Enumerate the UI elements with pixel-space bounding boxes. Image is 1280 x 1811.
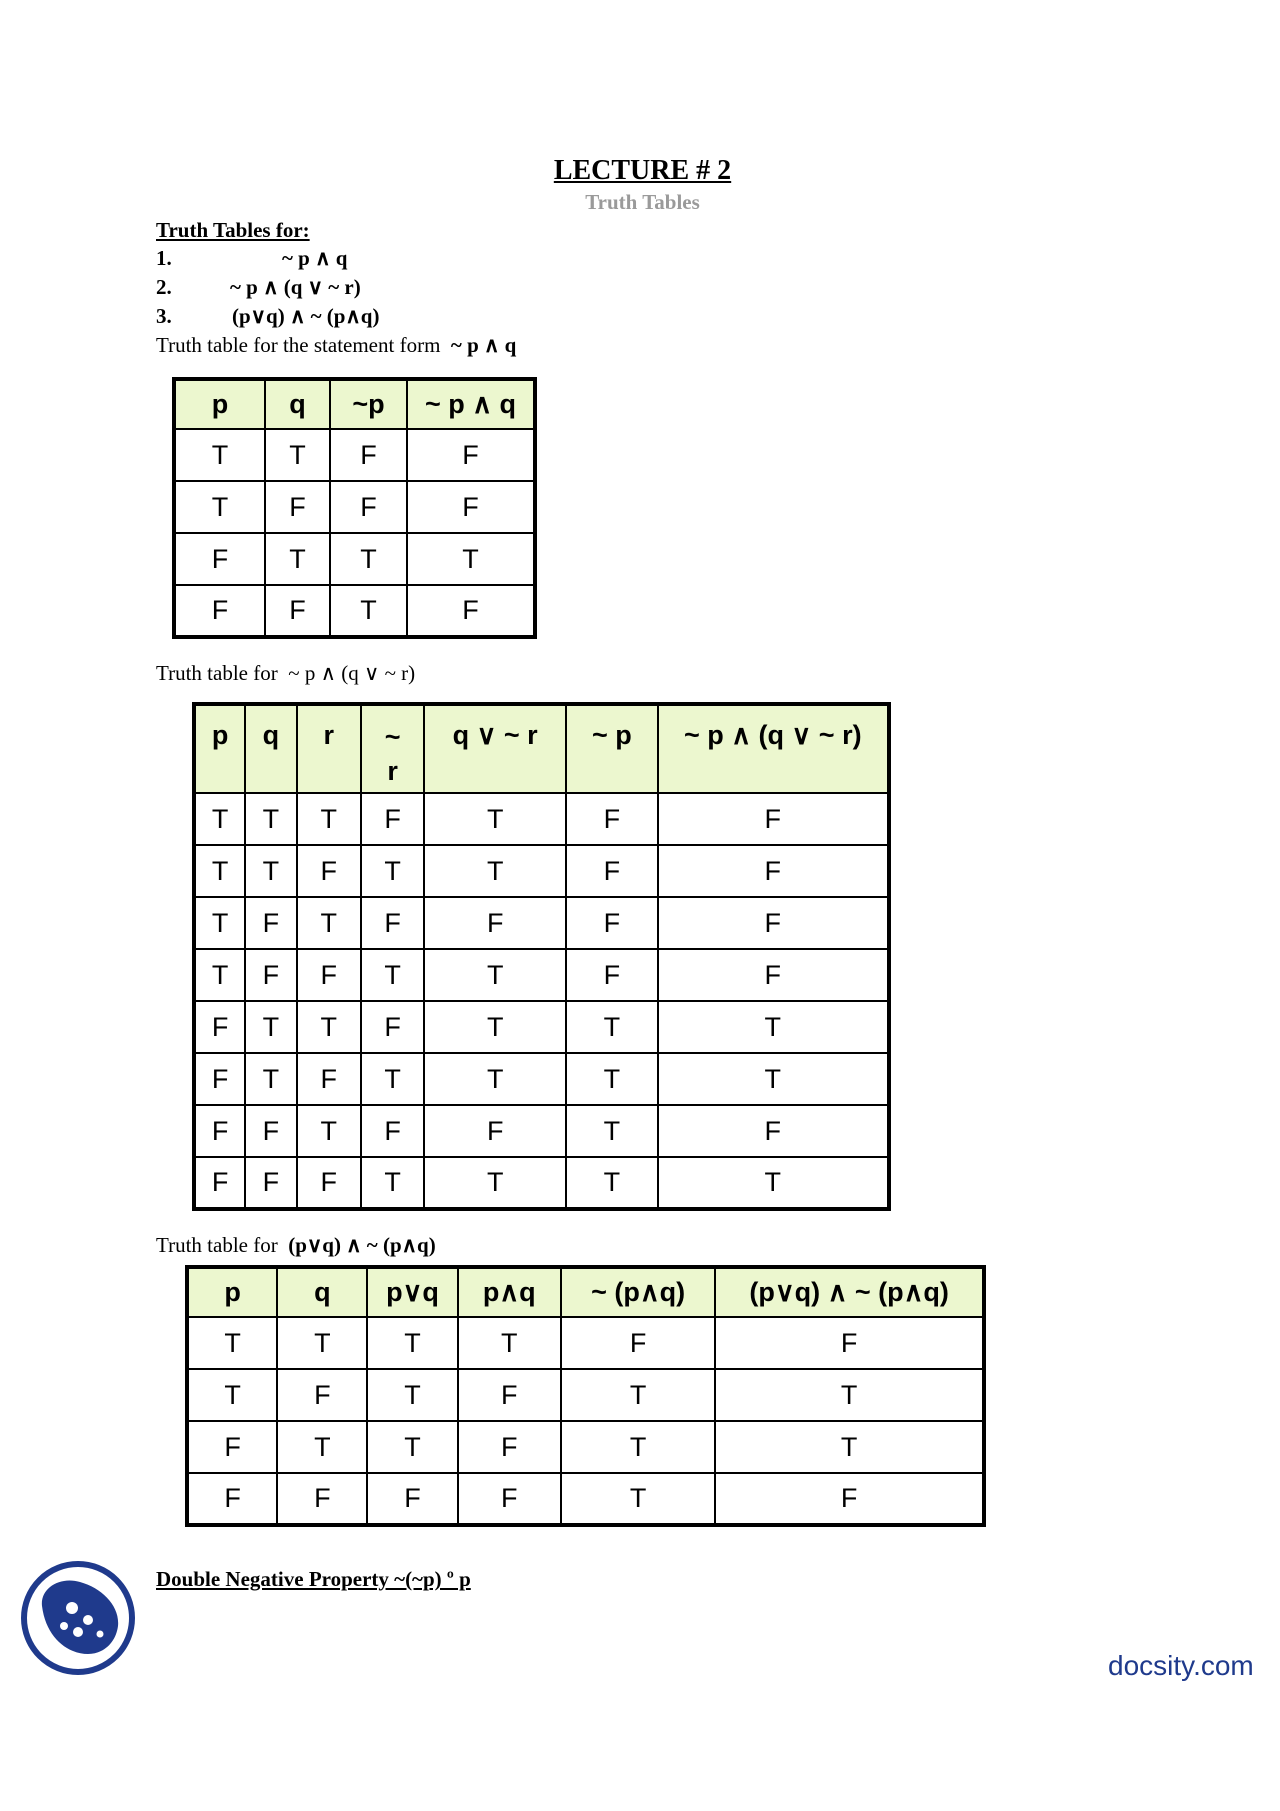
- table-cell: T: [424, 1001, 566, 1053]
- table-cell: T: [245, 793, 296, 845]
- table-cell: F: [245, 949, 296, 1001]
- table-cell: T: [566, 1053, 658, 1105]
- header-cell: q ∨ ~ r: [424, 704, 566, 793]
- table-cell: T: [424, 1157, 566, 1209]
- section-heading-double-negative: Double Negative Property ~(~p) º p: [156, 1567, 471, 1591]
- table-cell: F: [407, 481, 535, 533]
- list-number-1: 1.: [156, 246, 172, 270]
- table-cell: F: [367, 1473, 457, 1525]
- table-cell: F: [245, 897, 296, 949]
- table-cell: T: [458, 1317, 561, 1369]
- table-cell: T: [194, 897, 245, 949]
- truth-table-3: [185, 1265, 986, 1527]
- table-cell: T: [245, 1001, 296, 1053]
- table-cell: T: [330, 533, 407, 585]
- table-cell: F: [566, 845, 658, 897]
- table-cell: F: [361, 897, 424, 949]
- intro-heading: Truth Tables for:: [156, 218, 310, 242]
- table-cell: F: [297, 1053, 361, 1105]
- table-cell: F: [330, 429, 407, 481]
- docsity-logo-icon[interactable]: [20, 1560, 136, 1676]
- table-row: [194, 1157, 889, 1209]
- table-row: [174, 585, 535, 637]
- table3-caption-expr: (p∨q) ∧ ~ (p∧q): [288, 1233, 436, 1257]
- page-subtitle: Truth Tables: [585, 190, 700, 214]
- table3-caption-text: Truth table for: [156, 1233, 278, 1257]
- table-row: [187, 1473, 984, 1525]
- table-cell: F: [297, 845, 361, 897]
- table-cell: T: [424, 793, 566, 845]
- header-cell: (p∨q) ∧ ~ (p∧q): [715, 1267, 984, 1317]
- page-title: LECTURE # 2: [553, 155, 732, 186]
- table-cell: F: [658, 949, 889, 1001]
- table-cell: T: [367, 1421, 457, 1473]
- truth-table-1: [172, 377, 537, 639]
- header-cell: q: [277, 1267, 367, 1317]
- header-cell: ~ p ∧ q: [407, 379, 535, 429]
- table-cell: T: [561, 1473, 715, 1525]
- table-row: [174, 429, 535, 481]
- table-cell: F: [265, 585, 330, 637]
- table-cell: F: [194, 1157, 245, 1209]
- table2-caption-text: Truth table for: [156, 661, 278, 685]
- table-cell: T: [174, 481, 265, 533]
- table2-caption-expr: ~ p ∧ (q ∨ ~ r): [288, 661, 416, 685]
- table-cell: T: [194, 845, 245, 897]
- table-cell: T: [277, 1317, 367, 1369]
- table-cell: T: [424, 845, 566, 897]
- list-expression-2: ~ p ∧ (q ∨ ~ r): [230, 275, 361, 299]
- table-cell: T: [297, 1105, 361, 1157]
- header-cell: q: [245, 704, 296, 793]
- table-row: [194, 949, 889, 1001]
- table-row: [194, 1001, 889, 1053]
- list-number-3: 3.: [156, 304, 172, 328]
- table-row: [194, 845, 889, 897]
- table2-caption: [156, 661, 415, 686]
- table-cell: F: [245, 1157, 296, 1209]
- table-cell: F: [277, 1369, 367, 1421]
- table-cell: F: [658, 897, 889, 949]
- header-cell: ~ (p∧q): [561, 1267, 715, 1317]
- table-cell: F: [330, 481, 407, 533]
- table-row: [174, 533, 535, 585]
- table-cell: T: [297, 897, 361, 949]
- table-cell: F: [194, 1001, 245, 1053]
- table-row: [194, 793, 889, 845]
- table-cell: T: [297, 793, 361, 845]
- table-cell: T: [424, 949, 566, 1001]
- header-cell: p: [174, 379, 265, 429]
- table-cell: T: [566, 1105, 658, 1157]
- table-cell: F: [658, 1105, 889, 1157]
- header-cell: p: [187, 1267, 277, 1317]
- table-cell: F: [407, 585, 535, 637]
- table-cell: F: [424, 897, 566, 949]
- table-cell: F: [265, 481, 330, 533]
- table-cell: T: [658, 1001, 889, 1053]
- table-cell: F: [361, 1105, 424, 1157]
- table-header-row: [194, 704, 889, 793]
- table-cell: T: [361, 845, 424, 897]
- list-number-2: 2.: [156, 275, 172, 299]
- table-cell: F: [658, 793, 889, 845]
- header-cell: ~ r: [361, 704, 424, 793]
- table-cell: T: [367, 1317, 457, 1369]
- header-cell: ~p: [330, 379, 407, 429]
- list-expression-3: (p∨q) ∧ ~ (p∧q): [232, 304, 380, 328]
- header-cell: ~ p: [566, 704, 658, 793]
- table-cell: T: [367, 1369, 457, 1421]
- table-cell: F: [458, 1369, 561, 1421]
- table-cell: T: [715, 1369, 984, 1421]
- table-cell: F: [566, 793, 658, 845]
- truth-table-2: [192, 702, 891, 1211]
- table-cell: T: [277, 1421, 367, 1473]
- table-cell: T: [715, 1421, 984, 1473]
- table-cell: F: [458, 1473, 561, 1525]
- table-cell: T: [330, 585, 407, 637]
- table1-caption-text: Truth table for the statement form: [156, 333, 441, 357]
- header-cell: p∨q: [367, 1267, 457, 1317]
- header-cell: r: [297, 704, 361, 793]
- table-cell: T: [658, 1157, 889, 1209]
- table-cell: F: [424, 1105, 566, 1157]
- table-cell: T: [361, 1053, 424, 1105]
- table-cell: T: [297, 1001, 361, 1053]
- table-cell: T: [194, 949, 245, 1001]
- table-cell: F: [277, 1473, 367, 1525]
- table-cell: F: [566, 897, 658, 949]
- table-cell: T: [265, 429, 330, 481]
- table-row: [187, 1317, 984, 1369]
- table-cell: F: [715, 1473, 984, 1525]
- table-cell: F: [566, 949, 658, 1001]
- table-cell: T: [361, 1157, 424, 1209]
- table-cell: F: [658, 845, 889, 897]
- table-cell: T: [245, 1053, 296, 1105]
- table-cell: F: [458, 1421, 561, 1473]
- header-cell: p∧q: [458, 1267, 561, 1317]
- table-cell: T: [187, 1317, 277, 1369]
- table-row: [174, 481, 535, 533]
- table-cell: F: [245, 1105, 296, 1157]
- table-cell: F: [297, 949, 361, 1001]
- table-cell: F: [407, 429, 535, 481]
- table-cell: T: [194, 793, 245, 845]
- table3-caption: [156, 1233, 436, 1258]
- table-cell: F: [174, 585, 265, 637]
- table-cell: F: [715, 1317, 984, 1369]
- table-cell: F: [561, 1317, 715, 1369]
- table-cell: T: [561, 1421, 715, 1473]
- table-cell: F: [297, 1157, 361, 1209]
- table-cell: F: [361, 1001, 424, 1053]
- header-cell: p: [194, 704, 245, 793]
- header-cell: q: [265, 379, 330, 429]
- table-cell: F: [194, 1105, 245, 1157]
- table-header-row: [187, 1267, 984, 1317]
- table1-caption-expr: ~ p ∧ q: [450, 333, 517, 357]
- table-row: [194, 897, 889, 949]
- table-cell: T: [561, 1369, 715, 1421]
- table-cell: F: [187, 1473, 277, 1525]
- table-cell: F: [361, 793, 424, 845]
- table-row: [194, 1053, 889, 1105]
- table-cell: T: [566, 1001, 658, 1053]
- table-row: [187, 1369, 984, 1421]
- docsity-brand-link[interactable]: docsity.com: [1108, 1650, 1254, 1681]
- table-row: [187, 1421, 984, 1473]
- table-cell: T: [265, 533, 330, 585]
- table-cell: T: [361, 949, 424, 1001]
- table-cell: T: [658, 1053, 889, 1105]
- list-expression-1: ~ p ∧ q: [282, 246, 348, 270]
- table-cell: F: [174, 533, 265, 585]
- table-cell: T: [424, 1053, 566, 1105]
- header-cell: ~ p ∧ (q ∨ ~ r): [658, 704, 889, 793]
- table-header-row: [174, 379, 535, 429]
- table-row: [194, 1105, 889, 1157]
- table-cell: F: [194, 1053, 245, 1105]
- table-cell: T: [407, 533, 535, 585]
- table-cell: T: [566, 1157, 658, 1209]
- table-cell: T: [187, 1369, 277, 1421]
- table1-caption: [156, 333, 516, 358]
- table-cell: T: [245, 845, 296, 897]
- table-cell: F: [187, 1421, 277, 1473]
- table-cell: T: [174, 429, 265, 481]
